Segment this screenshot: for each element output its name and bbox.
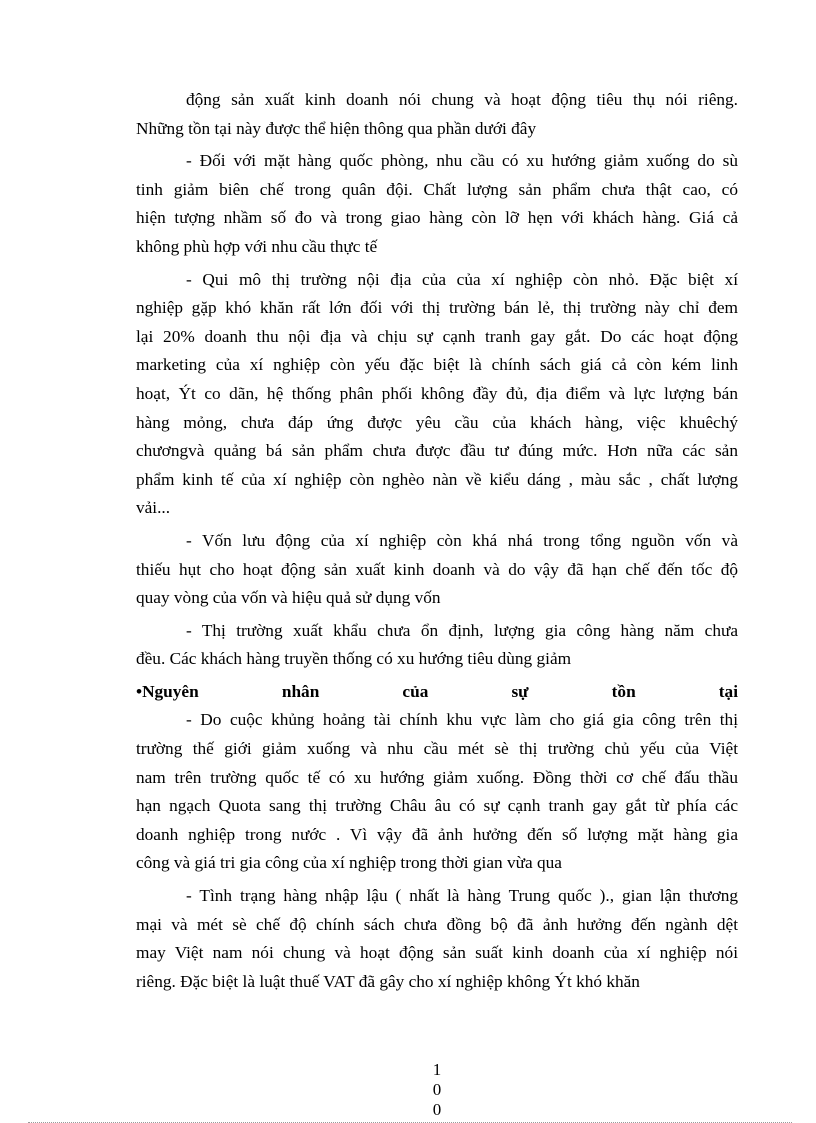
- page-number-digit: 0: [432, 1100, 442, 1119]
- text-block-causes: [136, 706, 738, 996]
- paragraph-line: trường thế giới giảm xuống và nhu cầu mét sè thị trường chủ yếu của Việt: [136, 739, 738, 759]
- paragraph-line: mại và mét sè chế độ chính sách chưa đồng bộ đã ảnh hưởng đến ngành dệt: [136, 914, 738, 934]
- page-number-digit: 1: [432, 1060, 442, 1079]
- paragraph-line: - Tình trạng hàng nhập lậu ( nhất là hàng Trung quốc )., gian lận thương: [186, 886, 738, 906]
- paragraph-line: riêng. Đặc biệt là luật thuế VAT đã gây cho xí nghiệp không Ýt khó khăn: [136, 971, 640, 991]
- document-body: [136, 86, 738, 996]
- paragraph-line: hoạt, Ýt co dãn, hệ thống phân phối không đầy đủ, địa điểm và lực lượng bán: [136, 383, 738, 403]
- paragraph-line: hạn ngạch Quota sang thị trường Châu âu có sự cạnh tranh gay gắt từ phía các: [136, 796, 738, 816]
- paragraph-line: - Đối với mặt hàng quốc phòng, nhu cầu có xu hướng giảm xuống do sù: [186, 151, 738, 171]
- section-heading-causes: [136, 678, 738, 707]
- paragraph-line: lại 20% doanh thu nội địa và chịu sự cạnh tranh gay gắt. Do các hoạt động: [136, 326, 738, 346]
- paragraph-line: tinh giảm biên chế trong quân đội. Chất lượng sản phẩm chưa thật cao, có: [136, 179, 738, 199]
- paragraph-line: quay vòng của vốn và hiệu quả sử dụng vốn: [136, 588, 441, 608]
- page-number-digit: 0: [432, 1080, 442, 1099]
- heading-word: tại: [718, 681, 738, 701]
- paragraph-line: - Do cuộc khủng hoảng tài chính khu vực làm cho giá gia công trên thị: [186, 710, 738, 730]
- paragraph-line: may Việt nam nói chung và hoạt động sản suất kinh doanh của xí nghiệp nói: [136, 943, 738, 963]
- paragraph-line: hàng mỏng, chưa đáp ứng được yêu cầu của khách hàng, việc khuêchý: [136, 412, 738, 432]
- paragraph-line: - Thị trường xuất khẩu chưa ổn định, lượng gia công hàng năm chưa: [186, 620, 738, 640]
- paragraph-line: doanh nghiệp trong nước . Vì vậy đã ảnh hưởng đến số lượng mặt hàng gia: [136, 824, 738, 844]
- paragraph-line: - Vốn lưu động của xí nghiệp còn khá nhá trong tổng nguồn vốn và: [186, 530, 738, 550]
- heading-word: sự: [511, 681, 529, 701]
- paragraph-line: thiếu hụt cho hoạt động sản xuất kinh doanh và do vậy đã hạn chế đến tốc độ: [136, 559, 738, 579]
- paragraph-line: nghiệp gặp khó khăn rất lớn đối với thị trường bán lẻ, thị trường này chỉ đem: [136, 298, 738, 318]
- paragraph-line: - Qui mô thị trường nội địa của của xí nghiệp còn nhỏ. Đặc biệt xí: [186, 269, 738, 289]
- heading-word: tồn: [611, 681, 636, 701]
- paragraph-line: không phù hợp với nhu cầu thực tế: [136, 236, 378, 256]
- paragraph-line: đều. Các khách hàng truyền thống có xu hướng tiêu dùng giảm: [136, 649, 572, 669]
- paragraph-line: Những tồn tại này được thể hiện thông qua phần dưới đây: [136, 118, 537, 138]
- paragraph-line: marketing của xí nghiệp còn yếu đặc biệt là chính sách giá cả còn kém linh: [136, 355, 738, 375]
- page-number: [425, 1060, 449, 1120]
- heading-word: Nguyên: [142, 681, 199, 701]
- paragraph-line: vải...: [136, 498, 171, 518]
- paragraph-line: công và giá tri gia công của xí nghiệp trong thời gian vừa qua: [136, 853, 562, 873]
- paragraph-line: phẩm kinh tế của xí nghiệp còn nghèo nàn về kiểu dáng , màu sắc , chất lượng: [136, 469, 738, 489]
- paragraph-line: chươngvà quảng bá sản phẩm chưa được đầu tư đúng mức. Hơn nữa các sản: [136, 441, 738, 461]
- heading-word: nhân: [281, 681, 320, 701]
- paragraph-line: động sản xuất kinh doanh nói chung và hoạt động tiêu thụ nói riêng.: [186, 90, 738, 109]
- paragraph-line: hiện tượng nhầm số đo và trong giao hàng còn lỡ hẹn với khách hàng. Giá cả: [136, 208, 738, 228]
- text-block-problems: [136, 86, 738, 674]
- heading-word: của: [402, 681, 429, 701]
- paragraph-line: nam trên trường quốc tế có xu hướng giảm xuống. Đồng thời cơ chế đấu thầu: [136, 767, 738, 787]
- heading-word: •: [136, 681, 143, 701]
